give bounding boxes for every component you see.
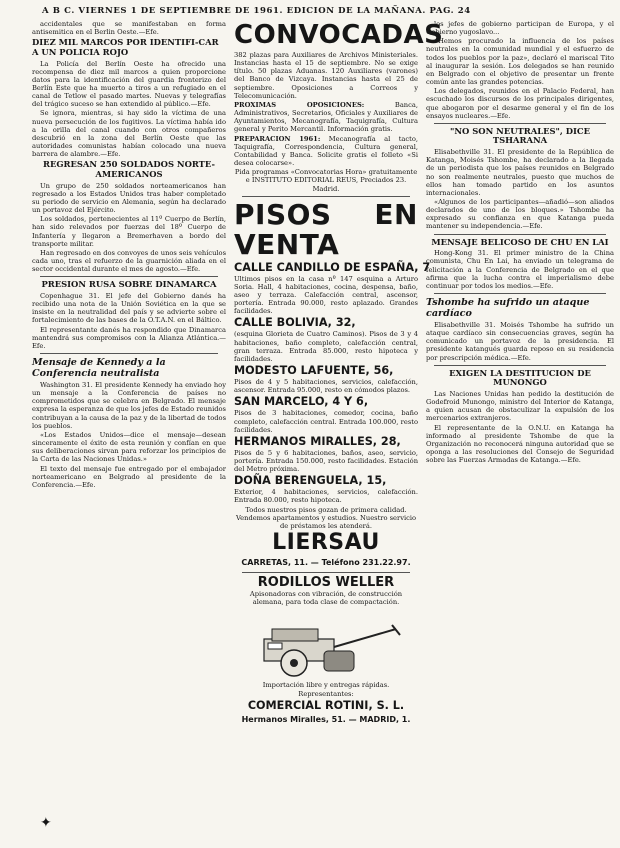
ad-paragraph: Pida programas «Convocatorias Hora» gratuitamente e INSTITUTO EDITORIAL REUS, Preciados 23. Madrid.	[234, 168, 418, 193]
ad-lead: PROXIMAS OPOSICIONES:	[234, 100, 365, 109]
article-paragraph: La Policía del Berlín Oeste ha ofrecido una recompensa de diez mil marcos a quien proporcione datos para la identificación del guardia fronterizo del Berlín Este que ha muerto a tiros a un refugiado en el canal de Tetlow el pasado martes. Nuevas y telegrafías del trágico suceso se han extendido al público.—Efe.	[32, 59, 226, 109]
article-paragraph: Un grupo de 250 soldados norteamericanos han regresado a los Estados Unidos tras haber completado su periodo de servicio en Alemania, según ha declarado un portavoz del Ejército.	[32, 181, 226, 215]
article-paragraph: «Hemos procurado la influencia de los países neutrales en la comunidad mundial y el esfuerzo de todos los pueblos por la paz», declaró el mariscal Tito al inaugurar la sesión. Los delegados se han reunido en Belgrado con el objetivo de presentar un frente común ante las grandes potencias.	[426, 37, 614, 87]
article-paragraph: Hong-Kong 31. El primer ministro de la China comunista, Chu En Lai, ha enviado un telegrama de felicitación a la Conferencia de Belgrado en el que afirma que la lucha contra el imperialismo debe continuar por todos los medios.—Efe.	[426, 249, 614, 290]
ad-lead: PREPARACION 1961:	[234, 134, 321, 143]
ad-address: DOÑA BERENGUELA, 15,	[234, 474, 387, 488]
ad-paragraph	[234, 101, 418, 134]
ad-text: Mecanografía al tacto, Taquigrafía, Correspondencia, Cultura general, Contabilidad y Banca. Solicite gratis el folleto «Si desea colocarse».	[234, 134, 418, 168]
ad-paragraph: Pisos de 3 habitaciones, comedor, cocina, baño completo, calefacción central. Entrada 100.000, resto facilidades.	[234, 409, 418, 434]
headline: MENSAJE BELICOSO DE CHU EN LAI	[431, 236, 609, 247]
page-header: A B C. VIERNES 1 DE SEPTIEMBRE DE 1961. EDICION DE LA MAÑANA. PAG. 24	[42, 6, 471, 16]
headline: "NO SON NEUTRALES", DICE TSHARANA	[450, 125, 590, 146]
article-paragraph: Elisabethville 31. El presidente de la República de Katanga, Moisés Tshombe, ha declarado a la llegada de un periodista que los países reunidos en Belgrado no son realmente neutrales, puesto que muchos de ellos han tomado partido en los asuntos internacionales.	[426, 148, 614, 197]
ad-address: SAN MARCELO, 4 Y 6,	[234, 395, 369, 409]
ad-title-pisos: PISOS EN VENTA	[234, 197, 418, 261]
article-paragraph: Copenhague 31. El jefe del Gobierno danés ha recibido una nota de la Unión Soviética en la que se insiste en la neutralidad del país y se advierte sobre el fortalecimiento de las bases de la O.T.A.N. en el Báltico.	[32, 291, 226, 325]
divider	[40, 353, 218, 354]
headline: EXIGEN LA DESTITUCION DE MUNONGO	[449, 367, 591, 388]
article-paragraph: Elisabethville 31. Moisés Tshombe ha sufrido un ataque cardíaco sin consecuencias graves, según ha comunicado un portavoz de la presidencia. El presidente katangués guarda reposo en su residencia por prescripción médica.—Efe.	[426, 321, 614, 362]
ad-address: CALLE CANDILLO DE ESPAÑA, 7	[234, 260, 431, 274]
article-paragraph: Los soldados, pertenecientes al 11º Cuerpo de Berlín, han sido relevados por fuerzas del 18º Cuerpo de Infantería y llegaron a Bremerhaven a bordo del transporte militar.	[32, 215, 226, 248]
headline: PRESION RUSA SOBRE DINAMARCA	[41, 279, 217, 290]
divider	[434, 365, 606, 366]
divider	[242, 572, 410, 573]
ad-product: RODILLOS WELLER	[257, 575, 395, 591]
headline: REGRESAN 250 SOLDADOS NORTE-AMERICANOS	[43, 159, 215, 179]
ad-paragraph: Pisos de 4 y 5 habitaciones, servicios, calefacción, ascensor. Entrada 95.000, resto en cómodos plazos.	[234, 378, 418, 395]
ad-brand-address: CARRETAS, 11. — Teléfono 231.22.97.	[241, 558, 411, 568]
article-paragraph: Los delegados, reunidos en el Palacio Federal, han escuchado los discursos de los principales dirigentes, que abogaron por el desarme general y el fin de los ensayos nucleares.—Efe.	[426, 87, 614, 120]
road-roller-illustration	[246, 609, 406, 679]
divider	[434, 293, 606, 294]
headline: DIEZ MIL MARCOS POR IDENTIFI-CAR A UN POLICIA ROJO	[32, 37, 219, 57]
article-paragraph: El representante de la O.N.U. en Katanga ha informado al presidente Tshombe de que la Organización no reconocerá ninguna autoridad que se oponga a las resoluciones del Consejo de Seguridad sobre las Fuerzas Armadas de Katanga.—Efe.	[426, 423, 614, 465]
column-left	[32, 20, 226, 840]
ad-paragraph: Pisos de 5 y 6 habitaciones, baños, aseo, servicio, portería. Entrada 150.000, resto facilidades. Estación del Metro próxima.	[234, 448, 418, 474]
ad-paragraph: (esquina Glorieta de Cuatro Caminos). Pisos de 3 y 4 habitaciones, baño completo, calefacción central, gran terraza. Entrada 85.000, resto hipoteca y facilidades.	[234, 330, 418, 363]
article-paragraph: Se ignora, mientras, si hay sido la víctima de una nueva persecución de los fugitivos. La víctima había ido a la orilla del canal cuando con otros compañeros descubrió en la zona del Berlín Oeste que las autoridades comunistas habían colocado una nueva barrera de alambre.—Efe.	[32, 109, 226, 159]
article-paragraph: «Algunos de los participantes—añadió—son aliados declarados de uno de los bloques.» Tshombe ha expresado su confianza en que Katanga pueda mantener su independencia.—Efe.	[426, 198, 614, 231]
page-corner-mark: ✦	[40, 815, 52, 831]
ad-paragraph	[234, 135, 418, 168]
ad-company: COMERCIAL ROTINI, S. L.	[247, 698, 405, 712]
ad-paragraph: Apisonadoras con vibración, de construcción alemana, para toda clase de compactación.	[249, 590, 403, 607]
column-right	[426, 20, 614, 840]
article-paragraph: «Los Estados Unidos—dice el mensaje—desean sinceramente el éxito de esta reunión y confían en que sus deliberaciones sirvan para reforzar los principios de la Carta de las Naciones Unidas.»	[32, 430, 226, 464]
ad-address: MODESTO LAFUENTE, 56,	[234, 364, 394, 378]
ad-address: HERMANOS MIRALLES, 28,	[234, 434, 401, 448]
ad-address: CALLE BOLIVIA, 32,	[234, 316, 356, 330]
article-paragraph: El texto del mensaje fue entregado por el embajador norteamericano en Belgrado al presidente de la Conferencia.—Efe.	[32, 464, 226, 489]
ad-title-convocadas: CONVOCADAS	[234, 20, 444, 50]
article-paragraph: los jefes de gobierno participan de Europa, y el Gobierno yugoslavo...	[426, 20, 614, 37]
ad-paragraph: 382 plazas para Auxiliares de Archivos Ministeriales. Instancias hasta el 15 de septiembre. No se exige título. 50 plazas Aduanas. 120 Auxiliares (varones) del Banco de Vizcaya. Instancias hasta el 25 de septiembre. Oposiciones a Correos y Telecomunicación.	[234, 51, 418, 100]
headline: Tshombe ha sufrido un ataque cardíaco	[426, 297, 590, 319]
divider	[434, 123, 606, 124]
ad-company-address: Hermanos Miralles, 51. — MADRID, 1.	[241, 714, 411, 724]
article-paragraph: Las Naciones Unidas han pedido la destitución de Godefroid Munongo, ministro del Interior de Katanga, a quien acusan de obstaculizar la expulsión de los mercenarios extranjeros.	[426, 389, 614, 423]
article-paragraph: Han regresado en dos convoyes de unos seis vehículos cada uno, tras el refuerzo de la guarnición aliada en el sector occidental durante el mes de agosto.—Efe.	[32, 248, 226, 274]
headline: Mensaje de Kennedy a la Conferencia neutralista	[32, 356, 166, 379]
ad-brand: LIERSAU	[272, 530, 380, 556]
column-center-ads	[234, 20, 444, 840]
article-paragraph: Washington 31. El presidente Kennedy ha enviado hoy un mensaje a la Conferencia de países no comprometidos que se celebra en Belgrado. El mensaje expresa la esperanza de que los jefes de Estado reunidos contribuyan a la causa de la paz y de la libertad de todos los pueblos.	[32, 380, 226, 430]
ad-paragraph: Importación libre y entregas rápidas. Representantes:	[262, 681, 390, 698]
article-paragraph: El representante danés ha respondido que Dinamarca mantendrá sus compromisos con la Alianza Atlántica.—Efe.	[32, 325, 226, 350]
ad-paragraph: Ultimos pisos en la casa nº 147 esquina a Arturo Soria. Hall, 4 habitaciones, cocina, despensa, baño, aseo y terraza. Calefacción central, ascensor, portería. Entrada 90.000, resto aplazado. Grandes facilidades.	[234, 274, 418, 316]
ad-paragraph: Exterior, 4 habitaciones, servicios, calefacción. Entrada 80.000, resto hipoteca.	[234, 488, 418, 505]
divider	[434, 234, 606, 235]
ad-paragraph: Todos nuestros pisos gozan de primera calidad. Vendemos apartamentos y estudios. Nuestro servicio de préstamos les atenderá.	[235, 505, 417, 530]
divider	[40, 276, 218, 277]
divider	[242, 196, 410, 197]
article-paragraph: accidentales que se manifestaban en forma antisemitica en el Berlin Oeste.—Efe.	[32, 20, 226, 37]
ad-text: Banca, Administrativos, Secretarios, Oficiales y Auxiliares de Ayuntamientos, Mecanografía, Taquigrafía, Cultura general y Perito Mercantil. Información gratis.	[234, 100, 418, 134]
